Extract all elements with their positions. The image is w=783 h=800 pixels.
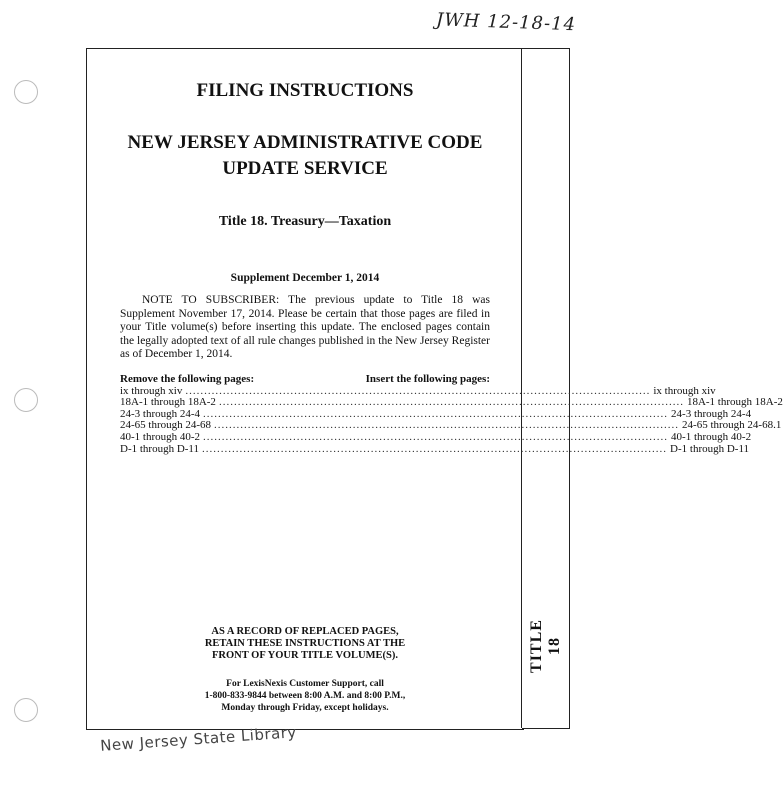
instructions-content bbox=[120, 80, 783, 455]
dot-leader: ............................................................................................................................ bbox=[203, 430, 669, 443]
record-notice-line: FRONT OF YOUR TITLE VOLUME(S). bbox=[212, 650, 398, 661]
tab-top-edge bbox=[522, 48, 570, 49]
library-stamp: New Jersey State Library bbox=[99, 723, 298, 755]
subject-title: Title 18. Treasury—Taxation bbox=[218, 214, 392, 229]
insert-pages: D-1 through D-11 bbox=[670, 442, 750, 455]
support-line: For LexisNexis Customer Support, call bbox=[226, 679, 384, 689]
dot-leader: ............................................................................................................................ bbox=[202, 442, 668, 455]
tab-label: TITLE 18 bbox=[528, 619, 563, 673]
dot-leader: ............................................................................................................................ bbox=[218, 396, 684, 409]
record-notice-line: AS A RECORD OF REPLACED PAGES, bbox=[211, 626, 399, 637]
pages-table bbox=[120, 372, 783, 455]
remove-pages: 24-3 through 24-4 bbox=[120, 407, 201, 420]
insert-pages: ix through xiv bbox=[653, 384, 716, 397]
remove-pages: 18A-1 through 18A-2 bbox=[120, 396, 216, 409]
code-title bbox=[120, 130, 490, 182]
supplement-date: Supplement December 1, 2014 bbox=[230, 272, 380, 284]
record-notice bbox=[120, 626, 490, 662]
insert-pages: 24-3 through 24-4 bbox=[671, 407, 752, 420]
footer-block bbox=[120, 626, 490, 714]
support-line: 1-800-833-9844 between 8:00 A.M. and 8:00 P.M., bbox=[204, 691, 406, 701]
subscriber-note-text: NOTE TO SUBSCRIBER: The previous update to Title 18 was Supplement November 17, 2014. Please be certain that those pages are filed in your Title volume(s) before inserting this update. The enclosed pages contain the legally adopted text of all rule changes published in the New Jersey Register as of December 1, 2014. bbox=[120, 294, 490, 361]
remove-pages: 24-65 through 24-68 bbox=[120, 419, 212, 432]
record-notice-line: RETAIN THESE INSTRUCTIONS AT THE bbox=[204, 638, 406, 649]
support-line: Monday through Friday, except holidays. bbox=[221, 703, 389, 713]
remove-pages: 40-1 through 40-2 bbox=[120, 430, 201, 443]
punch-hole bbox=[14, 80, 38, 104]
table-row bbox=[120, 430, 752, 444]
insert-pages: 40-1 through 40-2 bbox=[671, 430, 752, 443]
customer-support bbox=[120, 678, 490, 714]
page-title: FILING INSTRUCTIONS bbox=[196, 80, 414, 101]
punch-hole bbox=[14, 388, 38, 412]
insert-pages: 18A-1 through 18A-2 bbox=[686, 396, 783, 409]
handwritten-initials-date: JWH 12-18-14 bbox=[435, 9, 577, 36]
remove-header: Remove the following pages: bbox=[120, 372, 255, 385]
insert-pages: 24-65 through 24-68.1 bbox=[682, 419, 782, 432]
insert-header: Insert the following pages: bbox=[365, 372, 490, 385]
tab-bottom-edge bbox=[522, 728, 570, 729]
code-title-line-2: UPDATE SERVICE bbox=[222, 158, 388, 179]
dot-leader: ............................................................................................................................ bbox=[203, 407, 669, 420]
remove-pages: D-1 through D-11 bbox=[120, 442, 200, 455]
dot-leader: ............................................................................................................................ bbox=[185, 384, 651, 397]
subscriber-note bbox=[120, 294, 490, 362]
table-row bbox=[120, 396, 783, 409]
code-title-line-1: NEW JERSEY ADMINISTRATIVE CODE bbox=[127, 132, 483, 153]
dot-leader: ............................................................................................................................ bbox=[214, 419, 680, 432]
remove-pages: ix through xiv bbox=[120, 384, 183, 397]
pages-table-header bbox=[120, 374, 490, 386]
table-row bbox=[120, 442, 750, 456]
punch-hole bbox=[14, 698, 38, 722]
